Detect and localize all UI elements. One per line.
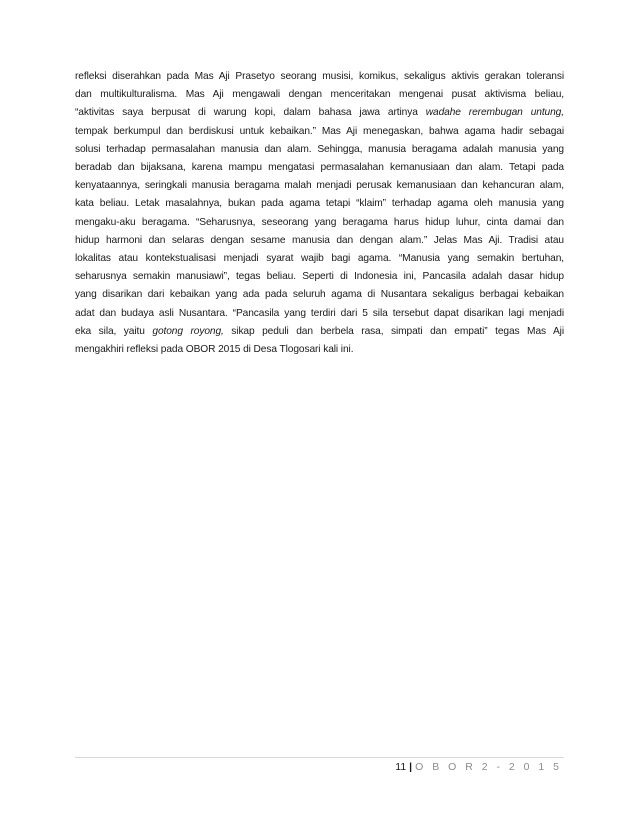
text-run: yang disarikan dari kebaikan yang ada pada seluruh agama di Nusantara sekaligus berbagai kebaikan (75, 289, 564, 301)
paragraph-line (75, 123, 564, 141)
text-run: kenyataannya, seringkali manusia beragama malah menjadi perusak kemanusiaan dan kehancuran alam, (75, 180, 564, 192)
footer-divider (75, 757, 564, 758)
body-paragraph (75, 68, 564, 359)
text-run: adat dan budaya asli Nusantara. “Pancasila yang terdiri dari 5 sila tersebut dapat disarikan lagi menjadi (75, 307, 564, 319)
text-run: dan multikulturalisma. Mas Aji mengawali dengan menceritakan mengenai pusat aktivisma beliau, (75, 89, 564, 101)
paragraph-line (75, 305, 564, 323)
paragraph-line (75, 232, 564, 250)
text-run: refleksi diserahkan pada Mas Aji Prasetyo seorang musisi, komikus, sekaligus aktivis gerakan toleransi (75, 71, 564, 82)
page-footer (395, 760, 562, 774)
text-run: solusi terhadap permasalahan manusia dan alam. Sehingga, manusia beragama adalah manusia yang (75, 143, 564, 155)
text-run: sikap peduli dan berbela rasa, simpati dan empati” tegas Mas Aji (223, 325, 564, 337)
text-run: eka sila, yaitu (75, 325, 153, 337)
paragraph-line (75, 104, 564, 122)
text-run: mengakhiri refleksi pada OBOR 2015 di Desa Tlogosari kali ini. (75, 344, 354, 356)
paragraph-line (75, 323, 564, 341)
paragraph-line (75, 177, 564, 195)
paragraph-line (75, 250, 564, 268)
text-run: “aktivitas saya berpusat di warung kopi, dalam bahasa jawa artinya (75, 107, 426, 119)
text-run: mengaku-aku beragama. “Seharusnya, seseorang yang beragama harus hidup luhur, cinta damai dan (75, 216, 564, 228)
italic-phrase: gotong royong, (152, 325, 224, 337)
page-number: 11 (395, 761, 407, 773)
paragraph-line (75, 159, 564, 177)
paragraph-line (75, 68, 564, 86)
text-run: lokalitas atau kontekstualisasi menjadi syarat wajib bagi agama. “Manusia yang semakin bertuhan, (75, 253, 564, 265)
text-run: beradab dan bijaksana, karena mampu mengatasi permasalahan kemanusiaan dan alam. Tetapi pada (75, 162, 564, 174)
paragraph-line (75, 268, 564, 286)
paragraph-line (75, 341, 564, 359)
paragraph-line (75, 214, 564, 232)
footer-separator: | (409, 761, 413, 773)
paragraph-line (75, 195, 564, 213)
paragraph-line (75, 141, 564, 159)
italic-phrase: wadahe rerembugan untung, (425, 107, 564, 119)
text-run: tempak berkumpul dan berdiskusi untuk kebaikan.” Mas Aji menegaskan, bahwa agama hadir sebagai (75, 125, 564, 137)
text-run: kata beliau. Letak masalahnya, bukan pada agama tetapi “klaim” terhadap agama oleh manusia yang (75, 198, 564, 210)
text-run: hidup harmoni dan selaras dengan sesame manusia dan dengan alam.” Jelas Mas Aji. Tradisi atau (75, 234, 564, 246)
paragraph-line (75, 86, 564, 104)
paragraph-line (75, 286, 564, 304)
footer-title: O B O R 2 - 2 0 1 5 (415, 761, 562, 773)
text-run: seharusnya semakin manusiawi”, tegas beliau. Seperti di Indonesia ini, Pancasila adalah dasar hidup (75, 271, 564, 283)
